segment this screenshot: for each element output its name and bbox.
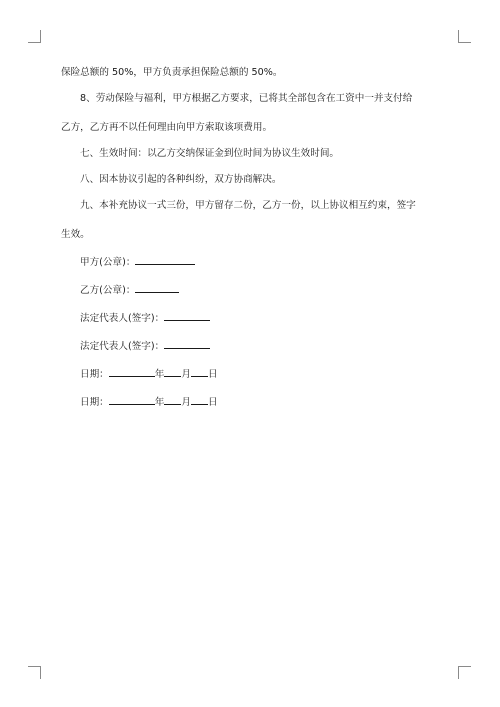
date-day-blank bbox=[191, 394, 208, 405]
date-year-label: 年 bbox=[154, 369, 165, 380]
date-year-blank bbox=[109, 394, 155, 405]
signature-label: 甲方(公章)： bbox=[80, 257, 136, 268]
paragraph-line: 乙方，乙方再不以任何理由向甲方索取该项费用。 bbox=[61, 122, 273, 133]
paragraph-effective-time bbox=[61, 147, 439, 161]
signature-party-b bbox=[80, 282, 439, 298]
paragraph-line: 生效。 bbox=[61, 229, 90, 240]
date-month-blank bbox=[164, 366, 181, 377]
date-label: 日期： bbox=[80, 369, 109, 380]
paragraph-insurance-share bbox=[61, 66, 439, 80]
signature-blank bbox=[164, 338, 210, 349]
signature-label: 法定代表人(签字)： bbox=[80, 341, 165, 352]
signature-legal-rep-2 bbox=[80, 338, 439, 354]
paragraph-line: 七、生效时间：以乙方交纳保证金到位时间为协议生效时间。 bbox=[80, 148, 340, 159]
crop-mark-top-left bbox=[28, 30, 41, 43]
signature-label: 乙方(公章)： bbox=[80, 285, 136, 296]
date-line-2 bbox=[80, 394, 439, 410]
crop-mark-bottom-left bbox=[28, 666, 41, 679]
paragraph-line: 保险总额的 50%，甲方负责承担保险总额的 50%。 bbox=[61, 67, 283, 78]
signature-blank bbox=[135, 282, 179, 293]
date-month-blank bbox=[164, 394, 181, 405]
date-day-label: 日 bbox=[207, 397, 218, 408]
signature-blank bbox=[135, 254, 195, 265]
paragraph-line: 8、劳动保险与福利，甲方根据乙方要求，已将其全部包含在工资中一并支付给 bbox=[80, 93, 413, 104]
date-day-label: 日 bbox=[207, 369, 218, 380]
date-month-label: 月 bbox=[181, 397, 191, 408]
paragraph-line: 八、因本协议引起的各种纠纷，双方协商解决。 bbox=[80, 174, 282, 185]
date-year-label: 年 bbox=[154, 397, 165, 408]
paragraph-line: 九、本补充协议一式三份，甲方留存二份，乙方一份，以上协议相互约束，签字 bbox=[80, 200, 416, 211]
date-month-label: 月 bbox=[181, 369, 191, 380]
date-line-1 bbox=[80, 366, 439, 382]
paragraph-labor-insurance bbox=[61, 92, 439, 135]
signature-party-a bbox=[80, 254, 439, 270]
date-label: 日期： bbox=[80, 397, 109, 408]
crop-mark-top-right bbox=[458, 30, 471, 43]
signature-blank bbox=[164, 310, 210, 321]
signature-legal-rep-1 bbox=[80, 310, 439, 326]
paragraph-copies bbox=[61, 199, 439, 242]
crop-mark-bottom-right bbox=[458, 666, 471, 679]
paragraph-disputes bbox=[61, 173, 439, 187]
date-year-blank bbox=[109, 366, 155, 377]
document-body bbox=[61, 66, 439, 422]
date-day-blank bbox=[191, 366, 208, 377]
signature-label: 法定代表人(签字)： bbox=[80, 313, 165, 324]
